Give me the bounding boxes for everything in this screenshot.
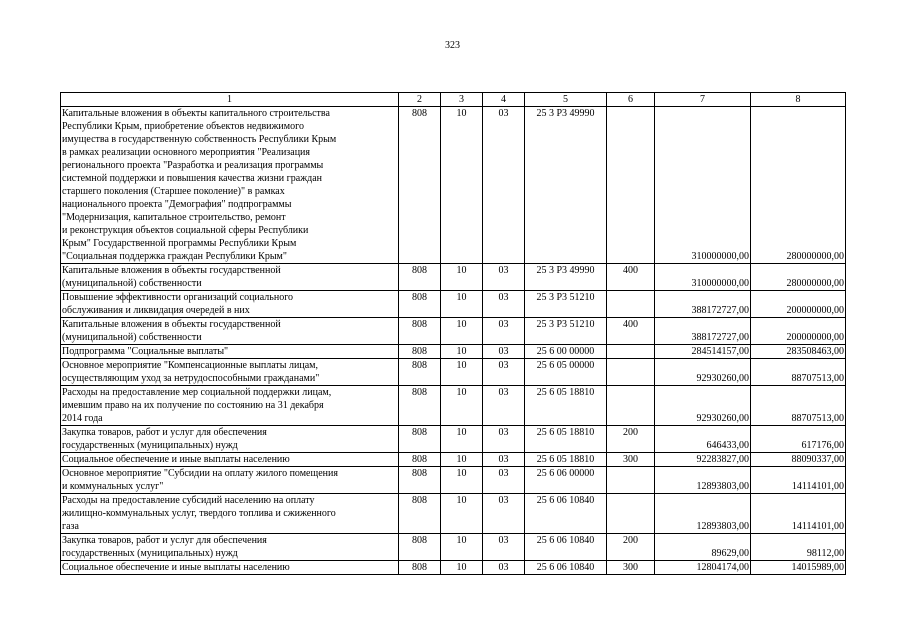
subsection-code: 03 [483, 107, 525, 264]
expense-type-code [607, 345, 655, 359]
target-article-code: 25 6 06 00000 [525, 467, 607, 494]
section-code: 10 [441, 561, 483, 575]
table-row [61, 467, 846, 494]
expense-type-code: 400 [607, 264, 655, 291]
item-name: Капитальные вложения в объекты государственной (муниципальной) собственности [61, 264, 399, 291]
ministry-code: 808 [399, 453, 441, 467]
expense-type-code: 300 [607, 561, 655, 575]
ministry-code: 808 [399, 494, 441, 534]
target-article-code: 25 6 05 18810 [525, 386, 607, 426]
table-row [61, 386, 846, 426]
amount-col-7: 388172727,00 [655, 291, 751, 318]
header-cell: 4 [483, 93, 525, 107]
target-article-code: 25 3 P3 51210 [525, 291, 607, 318]
amount-col-8: 617176,00 [751, 426, 846, 453]
item-name: Капитальные вложения в объекты государственной (муниципальной) собственности [61, 318, 399, 345]
amount-col-8: 14114101,00 [751, 494, 846, 534]
expense-type-code: 200 [607, 426, 655, 453]
expense-type-code: 300 [607, 453, 655, 467]
table-row [61, 453, 846, 467]
header-cell: 5 [525, 93, 607, 107]
expense-type-code [607, 494, 655, 534]
subsection-code: 03 [483, 561, 525, 575]
amount-col-7: 12893803,00 [655, 467, 751, 494]
target-article-code: 25 3 P3 49990 [525, 107, 607, 264]
target-article-code: 25 6 06 10840 [525, 534, 607, 561]
subsection-code: 03 [483, 534, 525, 561]
section-code: 10 [441, 386, 483, 426]
section-code: 10 [441, 534, 483, 561]
header-cell: 6 [607, 93, 655, 107]
amount-col-8: 200000000,00 [751, 291, 846, 318]
amount-col-7: 12804174,00 [655, 561, 751, 575]
amount-col-7: 310000000,00 [655, 264, 751, 291]
target-article-code: 25 6 06 10840 [525, 561, 607, 575]
target-article-code: 25 6 05 00000 [525, 359, 607, 386]
item-name: Закупка товаров, работ и услуг для обеспечения государственных (муниципальных) нужд [61, 426, 399, 453]
header-cell: 8 [751, 93, 846, 107]
item-name: Подпрограмма "Социальные выплаты" [61, 345, 399, 359]
expense-type-code [607, 107, 655, 264]
subsection-code: 03 [483, 345, 525, 359]
ministry-code: 808 [399, 359, 441, 386]
section-code: 10 [441, 453, 483, 467]
table-row [61, 291, 846, 318]
amount-col-7: 646433,00 [655, 426, 751, 453]
header-row [61, 93, 846, 107]
header-cell: 7 [655, 93, 751, 107]
item-name: Закупка товаров, работ и услуг для обеспечения государственных (муниципальных) нужд [61, 534, 399, 561]
expense-type-code [607, 386, 655, 426]
amount-col-7: 310000000,00 [655, 107, 751, 264]
amount-col-7: 89629,00 [655, 534, 751, 561]
section-code: 10 [441, 426, 483, 453]
item-name: Расходы на предоставление мер социальной поддержки лицам, имевшим право на их получение по состоянию на 31 декабря 2014 года [61, 386, 399, 426]
subsection-code: 03 [483, 467, 525, 494]
amount-col-8: 283508463,00 [751, 345, 846, 359]
ministry-code: 808 [399, 264, 441, 291]
ministry-code: 808 [399, 291, 441, 318]
subsection-code: 03 [483, 318, 525, 345]
target-article-code: 25 6 05 18810 [525, 453, 607, 467]
expense-type-code [607, 467, 655, 494]
amount-col-8: 14114101,00 [751, 467, 846, 494]
subsection-code: 03 [483, 291, 525, 318]
table-row [61, 107, 846, 264]
item-name: Капитальные вложения в объекты капитального строительства Республики Крым, приобретение объектов недвижимого имущества в государственную собственность Республики Крым в рамках реализации основного мероприятия "Реализация регионального проекта "Разработка и реализация программы системной поддержки и повышения качества жизни граждан старшего поколения (Старшее поколение)" в рамках национального проекта "Демография" подпрограммы "Модернизация, капитальное строительство, ремонт и реконструкция объектов социальной сферы Республики Крым" Государственной программы Республики Крым "Социальная поддержка граждан Республики Крым" [61, 107, 399, 264]
ministry-code: 808 [399, 318, 441, 345]
subsection-code: 03 [483, 426, 525, 453]
section-code: 10 [441, 107, 483, 264]
table-row [61, 359, 846, 386]
header-cell: 1 [61, 93, 399, 107]
amount-col-7: 92930260,00 [655, 359, 751, 386]
amount-col-8: 280000000,00 [751, 264, 846, 291]
budget-table [60, 92, 846, 575]
amount-col-7: 92930260,00 [655, 386, 751, 426]
table-row [61, 345, 846, 359]
expense-type-code [607, 359, 655, 386]
expense-type-code: 400 [607, 318, 655, 345]
header-cell: 2 [399, 93, 441, 107]
item-name: Основное мероприятие "Компенсационные выплаты лицам, осуществляющим уход за нетрудоспособными гражданами" [61, 359, 399, 386]
subsection-code: 03 [483, 386, 525, 426]
target-article-code: 25 3 P3 49990 [525, 264, 607, 291]
section-code: 10 [441, 359, 483, 386]
amount-col-8: 88090337,00 [751, 453, 846, 467]
ministry-code: 808 [399, 467, 441, 494]
ministry-code: 808 [399, 426, 441, 453]
header-cell: 3 [441, 93, 483, 107]
expense-type-code: 200 [607, 534, 655, 561]
table-row [61, 264, 846, 291]
subsection-code: 03 [483, 453, 525, 467]
item-name: Повышение эффективности организаций социального обслуживания и ликвидация очередей в них [61, 291, 399, 318]
item-name: Социальное обеспечение и иные выплаты населению [61, 453, 399, 467]
target-article-code: 25 6 06 10840 [525, 494, 607, 534]
amount-col-7: 284514157,00 [655, 345, 751, 359]
amount-col-7: 92283827,00 [655, 453, 751, 467]
ministry-code: 808 [399, 386, 441, 426]
amount-col-7: 12893803,00 [655, 494, 751, 534]
table-row [61, 494, 846, 534]
amount-col-8: 200000000,00 [751, 318, 846, 345]
ministry-code: 808 [399, 534, 441, 561]
section-code: 10 [441, 494, 483, 534]
expense-type-code [607, 291, 655, 318]
section-code: 10 [441, 318, 483, 345]
ministry-code: 808 [399, 561, 441, 575]
table-row [61, 534, 846, 561]
subsection-code: 03 [483, 359, 525, 386]
amount-col-7: 388172727,00 [655, 318, 751, 345]
section-code: 10 [441, 291, 483, 318]
target-article-code: 25 6 00 00000 [525, 345, 607, 359]
amount-col-8: 98112,00 [751, 534, 846, 561]
ministry-code: 808 [399, 107, 441, 264]
table-row [61, 318, 846, 345]
ministry-code: 808 [399, 345, 441, 359]
section-code: 10 [441, 467, 483, 494]
item-name: Основное мероприятие "Субсидии на оплату жилого помещения и коммунальных услуг" [61, 467, 399, 494]
amount-col-8: 14015989,00 [751, 561, 846, 575]
amount-col-8: 280000000,00 [751, 107, 846, 264]
amount-col-8: 88707513,00 [751, 359, 846, 386]
section-code: 10 [441, 264, 483, 291]
subsection-code: 03 [483, 494, 525, 534]
target-article-code: 25 6 05 18810 [525, 426, 607, 453]
amount-col-8: 88707513,00 [751, 386, 846, 426]
item-name: Расходы на предоставление субсидий населению на оплату жилищно-коммунальных услуг, твердого топлива и сжиженного газа [61, 494, 399, 534]
table-row [61, 426, 846, 453]
subsection-code: 03 [483, 264, 525, 291]
table-row [61, 561, 846, 575]
target-article-code: 25 3 P3 51210 [525, 318, 607, 345]
item-name: Социальное обеспечение и иные выплаты населению [61, 561, 399, 575]
section-code: 10 [441, 345, 483, 359]
page-number: 323 [445, 40, 460, 51]
